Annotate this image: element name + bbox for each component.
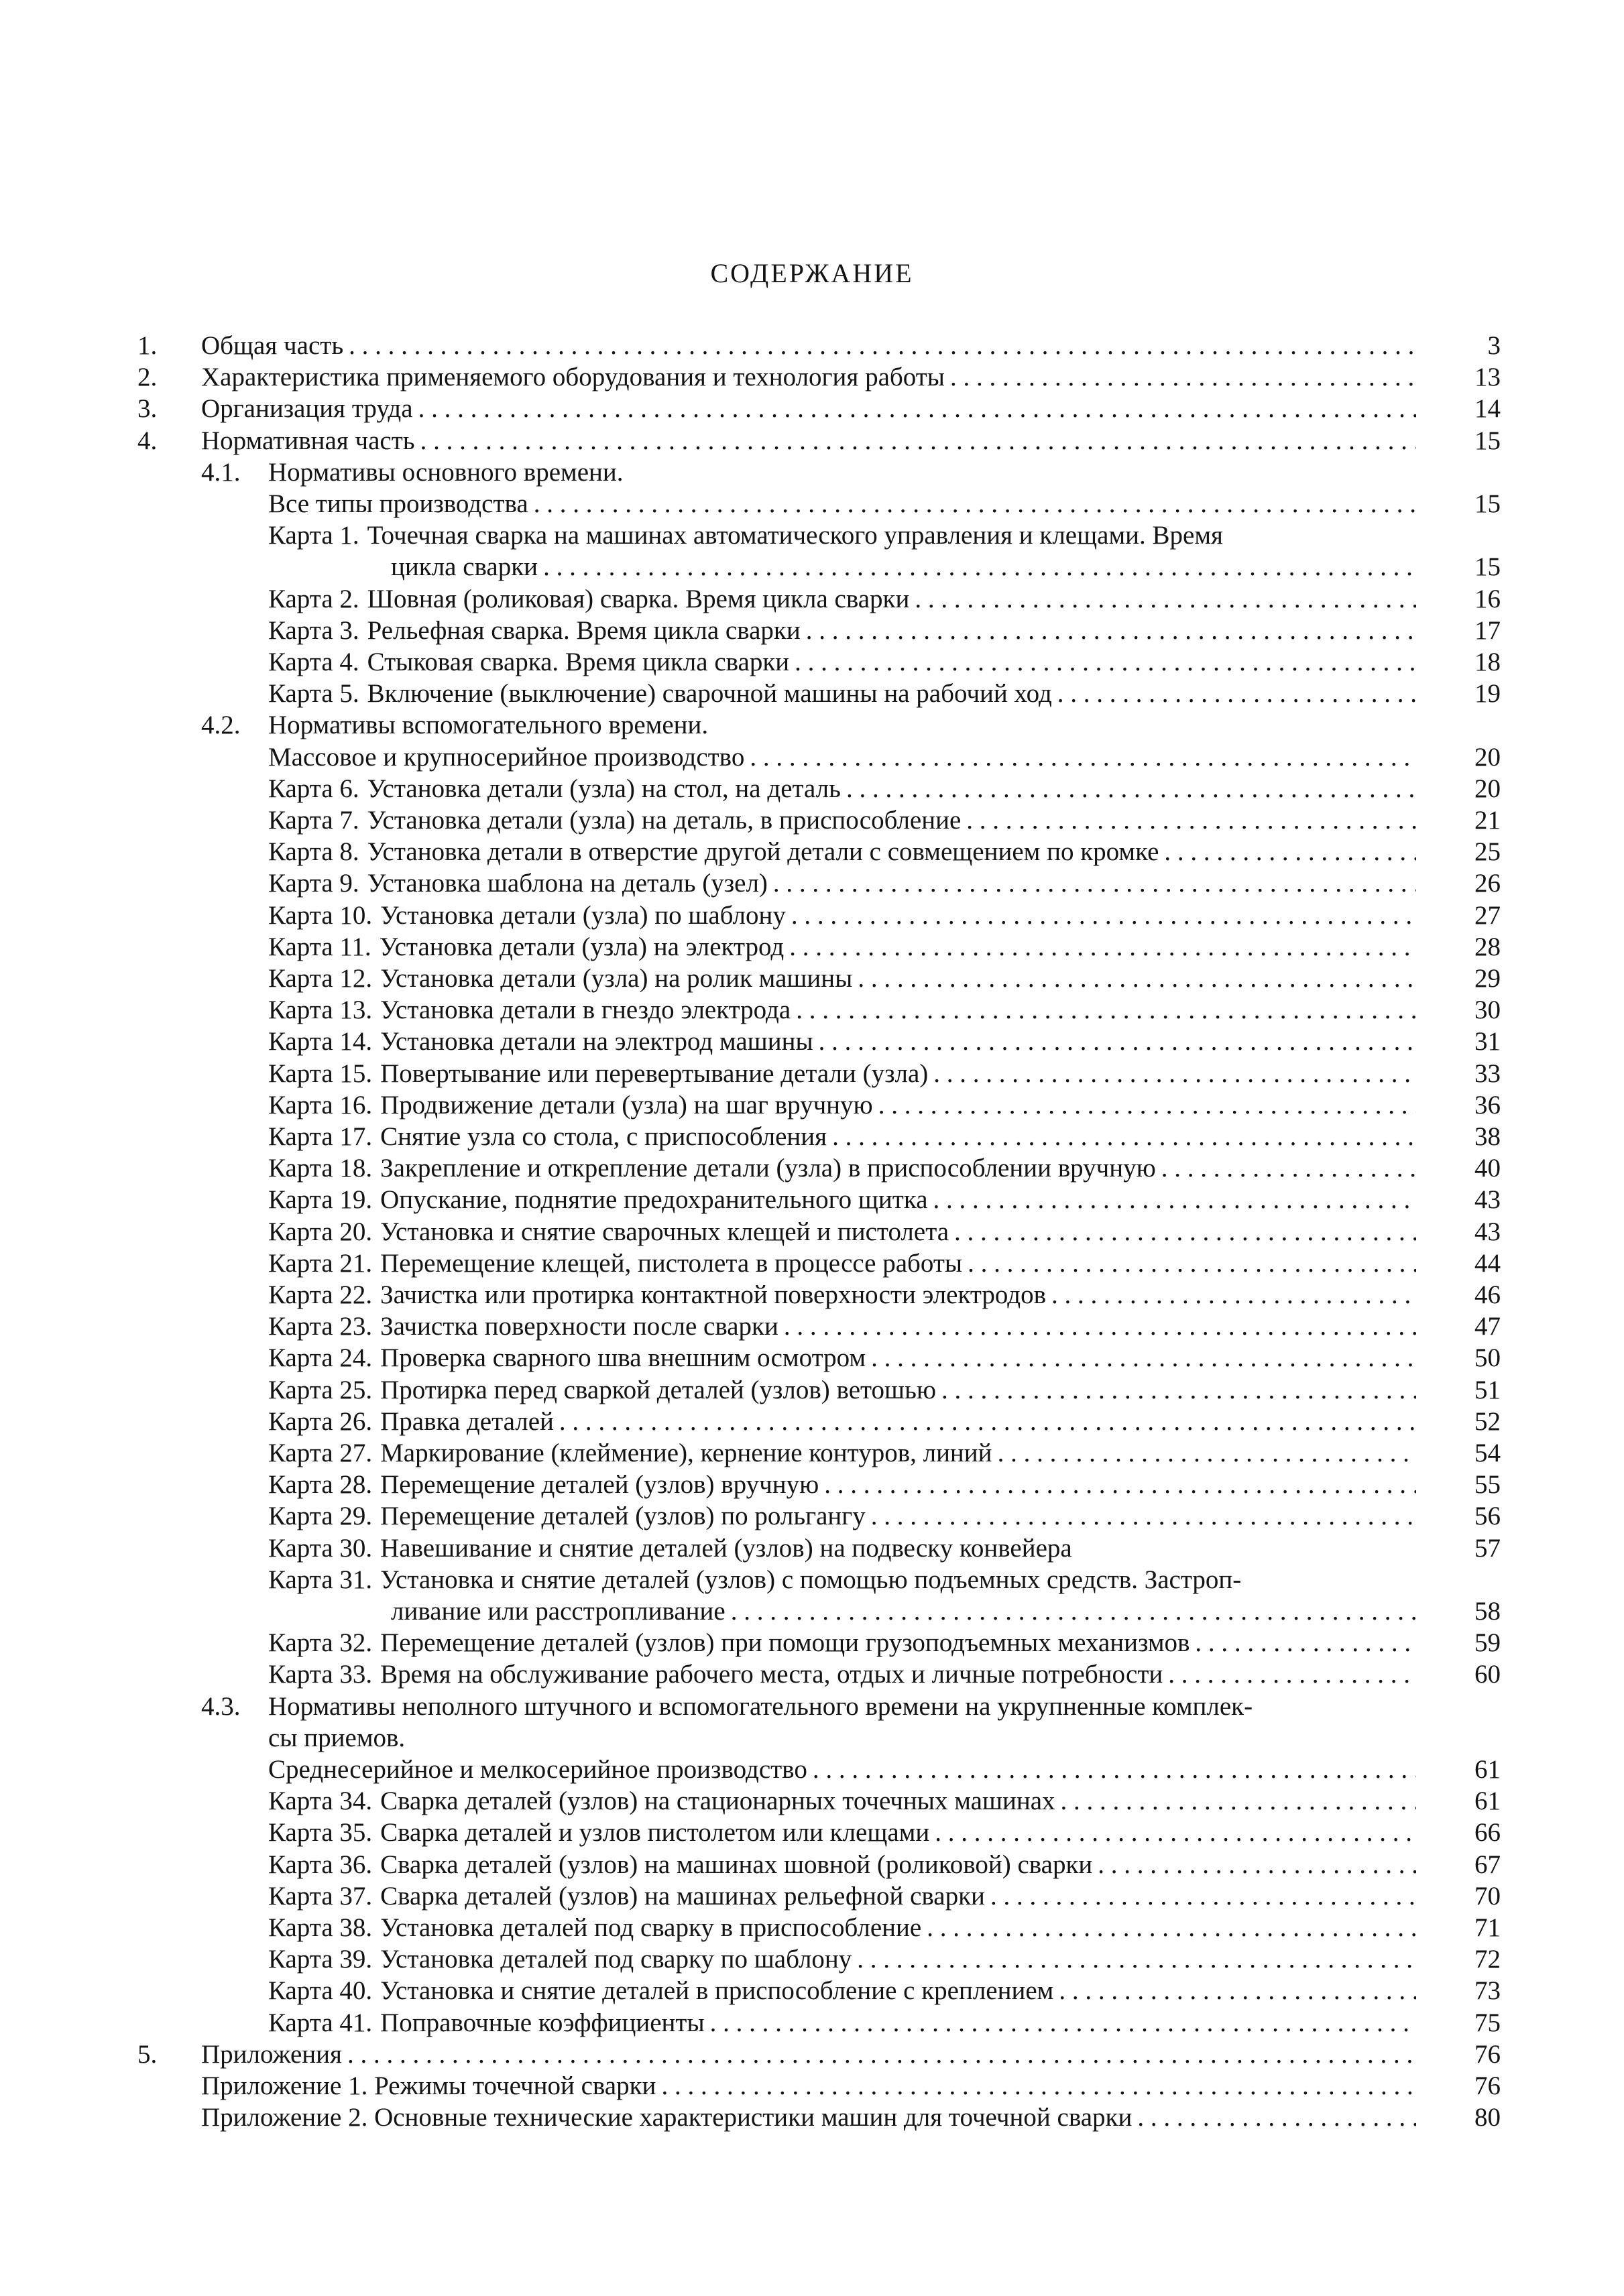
toc-entry <box>0 963 1624 995</box>
dot-leader <box>878 1089 1416 1122</box>
dot-leader <box>1168 1658 1416 1691</box>
toc-card-label: Карта 5. <box>268 679 359 709</box>
dot-leader <box>773 867 1416 900</box>
toc-entry <box>0 1184 1624 1216</box>
toc-page-number: 67 <box>1474 1850 1501 1879</box>
toc-page-number: 75 <box>1474 2008 1501 2037</box>
dot-leader <box>795 646 1416 678</box>
toc-card-label: Карта 15. <box>268 1059 373 1088</box>
toc-card-label: Карта 31. <box>268 1565 373 1594</box>
toc-entry <box>0 1437 1624 1469</box>
toc-entry-text: Нормативная часть <box>201 426 415 455</box>
toc-entry-number: 4.2. <box>201 711 241 740</box>
toc-entry <box>0 709 1624 741</box>
toc-card-label: Карта 14. <box>268 1027 373 1056</box>
toc-entry <box>0 1532 1624 1565</box>
dot-leader <box>1051 1279 1416 1311</box>
toc-card-label: Карта 21. <box>268 1248 373 1278</box>
toc-entry <box>0 867 1624 900</box>
toc-page-number: 15 <box>1474 552 1501 582</box>
toc-entry-text: Перемещение деталей (узлов) по рольгангу <box>380 1502 866 1531</box>
toc-card-label: Карта 4. <box>268 648 359 676</box>
dot-leader <box>1195 1627 1416 1659</box>
dot-leader <box>784 1311 1416 1343</box>
toc-page-number: 43 <box>1474 1185 1501 1215</box>
toc-entry <box>0 2039 1624 2071</box>
dot-leader <box>832 1121 1416 1153</box>
toc-entry <box>0 1089 1624 1122</box>
toc-entry-text: Нормативы основного времени. <box>268 457 624 487</box>
toc-card-label: Карта 30. <box>268 1533 373 1563</box>
toc-card-label: Карта 16. <box>268 1090 373 1120</box>
dot-leader <box>846 773 1416 805</box>
toc-entry <box>0 1342 1624 1374</box>
toc-entry-text: Маркирование (клеймение), кернение контуров, линий <box>380 1439 992 1467</box>
toc-card-label: Карта 38. <box>268 1913 373 1942</box>
toc-page-number: 14 <box>1474 394 1501 424</box>
toc-card-label: Карта 34. <box>268 1787 373 1816</box>
dot-leader <box>806 615 1416 647</box>
dot-leader <box>871 1342 1416 1374</box>
toc-entry-text: Все типы производства <box>268 489 528 518</box>
dot-leader <box>796 994 1416 1026</box>
toc-page-number: 72 <box>1474 1945 1501 1974</box>
toc-page-number: 70 <box>1474 1881 1501 1911</box>
toc-entry-text: Сварка деталей (узлов) на машинах шовной (роликовой) сварки <box>380 1850 1093 1879</box>
toc-entry <box>0 583 1624 615</box>
toc-entry <box>0 900 1624 932</box>
toc-page-number: 73 <box>1474 1976 1501 2006</box>
toc-page-number: 40 <box>1474 1154 1501 1183</box>
toc-entry <box>0 1121 1624 1153</box>
dot-leader <box>966 804 1416 837</box>
toc-entry <box>0 804 1624 837</box>
toc-entry-text: Поправочные коэффициенты <box>380 2008 705 2037</box>
toc-entry-text: Опускание, поднятие предохранительного щитка <box>380 1185 928 1215</box>
toc-page-number: 20 <box>1474 774 1501 803</box>
page-title: СОДЕРЖАНИЕ <box>710 258 914 288</box>
dot-leader <box>819 1026 1416 1058</box>
toc-page-number: 26 <box>1474 869 1501 898</box>
dot-leader <box>950 361 1416 394</box>
toc-page-number: 52 <box>1474 1406 1501 1436</box>
toc-entry-number: 3. <box>137 394 158 424</box>
toc-page-number: 55 <box>1474 1470 1501 1500</box>
toc-entry <box>0 1880 1624 1913</box>
dot-leader <box>543 551 1416 583</box>
toc-entry <box>0 2102 1624 2134</box>
dot-leader <box>349 330 1416 362</box>
toc-page-number: 28 <box>1474 932 1501 961</box>
dot-leader <box>750 741 1416 774</box>
dot-leader <box>933 1058 1416 1090</box>
toc-entry-text: Зачистка поверхности после сварки <box>380 1312 778 1341</box>
toc-card-label: Карта 3. <box>268 615 359 645</box>
toc-page-number: 17 <box>1474 615 1501 645</box>
toc-entry-number: 4. <box>137 426 158 455</box>
toc-entry-text: Установка и снятие деталей (узлов) с помощью подъемных средств. Застроп- <box>380 1565 1242 1594</box>
toc-card-label: Карта 28. <box>268 1470 373 1500</box>
toc-entry <box>0 773 1624 805</box>
toc-card-label: Карта 22. <box>268 1280 373 1309</box>
toc-entry-text: Правка деталей <box>380 1406 554 1436</box>
dot-leader <box>990 1880 1416 1913</box>
toc-page-number: 16 <box>1474 584 1501 613</box>
dot-leader <box>935 1817 1416 1849</box>
toc-card-label: Карта 1. <box>268 521 359 550</box>
toc-page-number: 20 <box>1474 742 1501 772</box>
dot-leader <box>857 1943 1416 1976</box>
toc-page-number: 31 <box>1474 1027 1501 1056</box>
toc-page-number: 43 <box>1474 1217 1501 1246</box>
toc-entry-number: 4.3. <box>201 1691 241 1721</box>
toc-entry-text: Организация труда <box>201 394 413 424</box>
toc-entry-text: Зачистка или протирка контактной поверхности электродов <box>380 1280 1047 1309</box>
dot-leader <box>347 2039 1416 2071</box>
toc-entry-text: Сварка деталей (узлов) на стационарных точечных машинах <box>380 1787 1055 1816</box>
toc-entry-text: Нормативы вспомогательного времени. <box>268 711 709 740</box>
toc-page-number: 38 <box>1474 1122 1501 1151</box>
toc-entry-text: Стыковая сварка. Время цикла сварки <box>367 648 790 676</box>
toc-entry-text: Среднесерийное и мелкосерийное производство <box>268 1755 807 1784</box>
dot-leader <box>710 2007 1416 2039</box>
toc-entry-text: Навешивание и снятие деталей (узлов) на подвеску конвейера <box>380 1533 1072 1563</box>
toc-entry <box>0 646 1624 678</box>
toc-entry <box>0 551 1624 583</box>
toc-entry <box>0 1975 1624 2007</box>
toc-entry-text: сы приемов. <box>268 1723 406 1752</box>
toc-entry <box>0 1500 1624 1532</box>
toc-page-number: 66 <box>1474 1818 1501 1848</box>
toc-entry-text: Характеристика применяемого оборудования и технология работы <box>201 363 945 392</box>
toc-entry <box>0 520 1624 552</box>
toc-entry <box>0 1026 1624 1058</box>
toc-entry-number: 4.1. <box>201 457 241 487</box>
dot-leader <box>871 1500 1416 1532</box>
toc-entry-text: Рельефная сварка. Время цикла сварки <box>367 615 801 645</box>
toc-card-label: Карта 41. <box>268 2008 373 2037</box>
toc-page-number: 54 <box>1474 1439 1501 1467</box>
dot-leader <box>915 583 1416 615</box>
toc-page-number: 30 <box>1474 995 1501 1025</box>
toc-card-label: Карта 23. <box>268 1312 373 1341</box>
dot-leader <box>420 425 1416 457</box>
toc-page-number: 33 <box>1474 1059 1501 1088</box>
toc-entry <box>0 2070 1624 2102</box>
toc-card-label: Карта 19. <box>268 1185 373 1215</box>
dot-leader <box>1061 1785 1416 1817</box>
toc-entry-text: Установка детали (узла) на стол, на деталь <box>367 774 841 803</box>
toc-page-number: 18 <box>1474 648 1501 676</box>
toc-card-label: Карта 18. <box>268 1154 373 1183</box>
toc-entry-text: Время на обслуживание рабочего места, отдых и личные потребности <box>380 1660 1163 1689</box>
dot-leader <box>418 393 1416 425</box>
toc-entry-text: Протирка перед сваркой деталей (узлов) ветошью <box>380 1375 936 1404</box>
toc-card-label: Карта 10. <box>268 900 373 930</box>
toc-entry-number: 5. <box>137 2039 158 2069</box>
toc-entry <box>0 1849 1624 1881</box>
dot-leader <box>789 931 1416 963</box>
toc-entry-text: Установка деталей под сварку по шаблону <box>380 1945 852 1974</box>
toc-page-number: 76 <box>1474 2071 1501 2100</box>
toc-entry-text: Приложение 2. Основные технические характеристики машин для точечной сварки <box>201 2103 1133 2132</box>
toc-entry-text: Установка детали на электрод машины <box>380 1027 813 1056</box>
toc-page-number: 36 <box>1474 1090 1501 1120</box>
dot-leader <box>1098 1849 1416 1881</box>
toc-entry-text: Продвижение детали (узла) на шаг вручную <box>380 1090 873 1120</box>
toc-entry-text: Шовная (роликовая) сварка. Время цикла сварки <box>367 584 910 613</box>
toc-page-number: 15 <box>1474 489 1501 518</box>
toc-card-label: Карта 29. <box>268 1502 373 1531</box>
toc-entry <box>0 994 1624 1026</box>
toc-entry <box>0 1627 1624 1659</box>
toc-entry <box>0 1817 1624 1849</box>
toc-entry <box>0 1912 1624 1944</box>
dot-leader <box>791 900 1416 932</box>
toc-page-number: 61 <box>1474 1787 1501 1816</box>
dot-leader <box>1059 1975 1416 2007</box>
toc-page-number: 51 <box>1474 1375 1501 1404</box>
toc-card-label: Карта 37. <box>268 1881 373 1911</box>
toc-page-number: 25 <box>1474 837 1501 867</box>
toc-card-label: Карта 27. <box>268 1439 373 1467</box>
toc-entry <box>0 836 1624 868</box>
dot-leader <box>824 1469 1416 1501</box>
toc-page-number: 15 <box>1474 426 1501 455</box>
toc-entry <box>0 1152 1624 1185</box>
toc-entry-text: Проверка сварного шва внешним осмотром <box>380 1343 866 1373</box>
toc-card-label: Карта 12. <box>268 964 373 993</box>
toc-page-number: 47 <box>1474 1312 1501 1341</box>
toc-entry-text: Общая часть <box>201 331 344 360</box>
toc-entry <box>0 457 1624 489</box>
toc-entry <box>0 1248 1624 1280</box>
toc-entry <box>0 678 1624 710</box>
toc-entry <box>0 1564 1624 1596</box>
toc-entry-text: Повертывание или перевертывание детали (узла) <box>380 1059 929 1088</box>
toc-entry <box>0 361 1624 394</box>
toc-card-label: Карта 36. <box>268 1850 373 1879</box>
toc-card-label: Карта 11. <box>268 932 371 961</box>
toc-entry-text: Сварка деталей и узлов пистолетом или клещами <box>380 1818 930 1848</box>
toc-entry-text: Установка и снятие деталей в приспособление с креплением <box>380 1976 1054 2006</box>
dot-leader <box>534 488 1416 520</box>
toc-entry <box>0 1406 1624 1438</box>
toc-page-number: 60 <box>1474 1660 1501 1689</box>
toc-entry-text: Сварка деталей (узлов) на машинах рельефной сварки <box>380 1881 985 1911</box>
toc-entry-text: Нормативы неполного штучного и вспомогательного времени на укрупненные комплек- <box>268 1691 1253 1721</box>
toc-entry-text: Установка детали (узла) по шаблону <box>380 900 786 930</box>
toc-page-number: 59 <box>1474 1628 1501 1658</box>
toc-entry <box>0 330 1624 362</box>
toc-entry <box>0 1279 1624 1311</box>
toc-page-number: 76 <box>1474 2039 1501 2069</box>
dot-leader <box>858 963 1416 995</box>
toc-entry-text: Включение (выключение) сварочной машины на рабочий ход <box>367 679 1052 709</box>
toc-card-label: Карта 25. <box>268 1375 373 1404</box>
toc-page-number: 50 <box>1474 1343 1501 1373</box>
toc-page-number: 44 <box>1474 1248 1501 1278</box>
toc-entry-text: Установка детали (узла) на ролик машины <box>380 964 853 993</box>
toc-page-number: 3 <box>1487 331 1501 360</box>
toc-entry <box>0 615 1624 647</box>
toc-entry-text: Установка детали (узла) на деталь, в приспособление <box>367 806 962 835</box>
toc-entry <box>0 488 1624 520</box>
dot-leader <box>927 1912 1416 1944</box>
dot-leader <box>998 1437 1416 1469</box>
toc-card-label: Карта 24. <box>268 1343 373 1373</box>
toc-entry-text: Установка деталей под сварку в приспособление <box>380 1913 922 1942</box>
toc-entry-text: Перемещение деталей (узлов) вручную <box>380 1470 819 1500</box>
toc-entry <box>0 1691 1624 1723</box>
toc-page-number: 19 <box>1474 679 1501 709</box>
toc-entry <box>0 1943 1624 1976</box>
toc-entry-text: Массовое и крупносерийное производство <box>268 742 745 772</box>
dot-leader <box>1164 836 1416 868</box>
toc-entry-number: 2. <box>137 363 158 392</box>
toc-entry-number: 1. <box>137 331 158 360</box>
toc-card-label: Карта 39. <box>268 1945 373 1974</box>
toc-card-label: Карта 9. <box>268 869 359 898</box>
dot-leader <box>813 1754 1416 1786</box>
dot-leader <box>731 1595 1416 1628</box>
toc-entry <box>0 1658 1624 1691</box>
toc-page-number: 46 <box>1474 1280 1501 1309</box>
toc-page-number: 58 <box>1474 1597 1501 1626</box>
toc-card-label: Карта 33. <box>268 1660 373 1689</box>
toc-card-label: Карта 2. <box>268 584 359 613</box>
toc-entry <box>0 931 1624 963</box>
toc-entry <box>0 425 1624 457</box>
dot-leader <box>954 1216 1416 1248</box>
toc-entry-text: Приложение 1. Режимы точечной сварки <box>201 2071 656 2100</box>
toc-entry-text: Приложения <box>201 2039 342 2069</box>
toc-page-number: 80 <box>1474 2103 1501 2132</box>
toc-entry-text: цикла сварки <box>391 552 538 582</box>
toc-card-label: Карта 13. <box>268 995 373 1025</box>
toc-entry <box>0 1469 1624 1501</box>
toc-card-label: Карта 35. <box>268 1818 373 1848</box>
toc-entry-text: Установка детали (узла) на электрод <box>379 932 785 961</box>
toc-entry-text: Установка и снятие сварочных клещей и пистолета <box>380 1217 949 1246</box>
dot-leader <box>941 1374 1416 1406</box>
toc-entry-text: Установка детали в отверстие другой детали с совмещением по кромке <box>367 837 1159 867</box>
toc-page-number: 71 <box>1474 1913 1501 1942</box>
toc-card-label: Карта 17. <box>268 1122 373 1151</box>
toc-entry <box>0 1311 1624 1343</box>
toc-entry-text: Закрепление и открепление детали (узла) в приспособлении вручную <box>380 1154 1156 1183</box>
dot-leader <box>661 2070 1416 2102</box>
toc-page-number: 56 <box>1474 1502 1501 1531</box>
toc-entry-text: Точечная сварка на машинах автоматического управления и клещами. Время <box>367 521 1223 550</box>
toc-entry-text: Перемещение клещей, пистолета в процессе работы <box>380 1248 963 1278</box>
toc-entry <box>0 1595 1624 1628</box>
toc-entry <box>0 1722 1624 1754</box>
toc-page-number: 21 <box>1474 806 1501 835</box>
dot-leader <box>968 1248 1416 1280</box>
toc-entry <box>0 1754 1624 1786</box>
toc-card-label: Карта 8. <box>268 837 359 867</box>
toc-card-label: Карта 26. <box>268 1406 373 1436</box>
toc-entry <box>0 741 1624 774</box>
toc-entry <box>0 1216 1624 1248</box>
dot-leader <box>1057 678 1416 710</box>
dot-leader <box>933 1184 1416 1216</box>
dot-leader <box>1137 2102 1416 2134</box>
toc-card-label: Карта 20. <box>268 1217 373 1246</box>
toc-entry-text: Установка шаблона на деталь (узел) <box>367 869 768 898</box>
toc-entry <box>0 2007 1624 2039</box>
toc-entry-text: Перемещение деталей (узлов) при помощи грузоподъемных механизмов <box>380 1628 1190 1658</box>
toc-entry <box>0 1058 1624 1090</box>
toc-card-label: Карта 32. <box>268 1628 373 1658</box>
toc-card-label: Карта 6. <box>268 774 359 803</box>
toc-entry <box>0 1785 1624 1817</box>
toc-entry-text: Снятие узла со стола, с приспособления <box>380 1122 827 1151</box>
toc-page-number: 57 <box>1474 1533 1501 1563</box>
toc-entry <box>0 1374 1624 1406</box>
toc-entry <box>0 393 1624 425</box>
dot-leader <box>1161 1152 1416 1185</box>
toc-entry-text: ливание или расстропливание <box>391 1597 726 1626</box>
toc-card-label: Карта 7. <box>268 806 359 835</box>
toc-page-number: 13 <box>1474 363 1501 392</box>
toc-card-label: Карта 40. <box>268 1976 373 2006</box>
toc-page-number: 61 <box>1474 1755 1501 1784</box>
toc-page-number: 29 <box>1474 964 1501 993</box>
toc-entry-text: Установка детали в гнездо электрода <box>380 995 791 1025</box>
dot-leader <box>559 1406 1416 1438</box>
toc-page-number: 27 <box>1474 900 1501 930</box>
